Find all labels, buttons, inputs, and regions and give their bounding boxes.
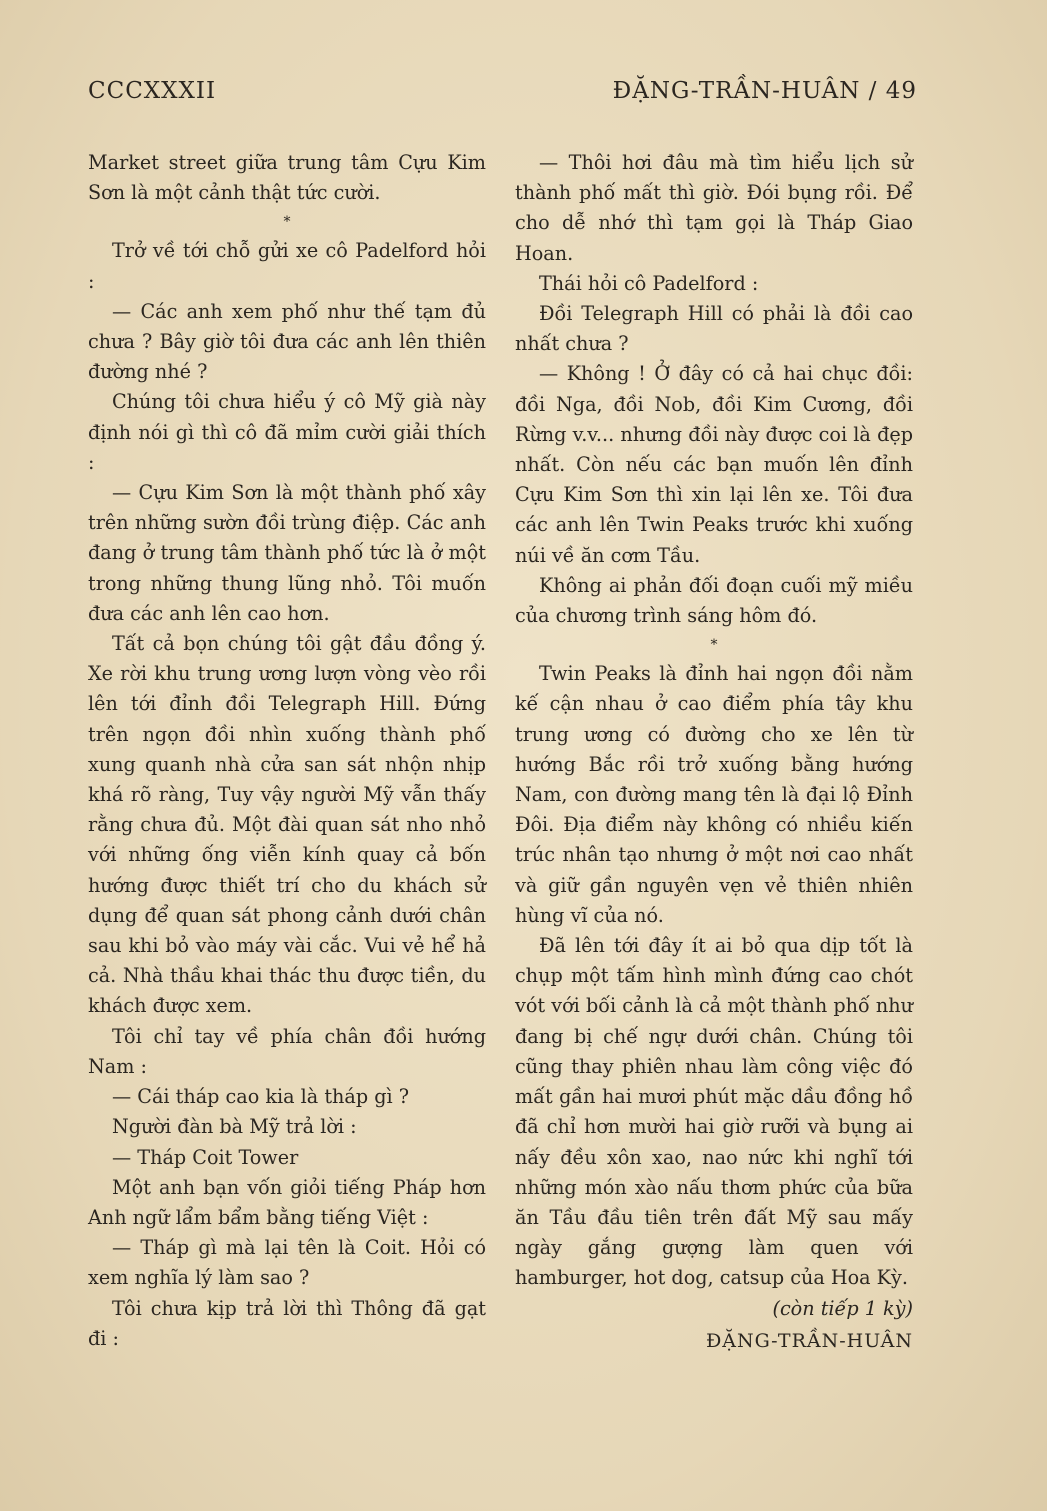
paragraph: Tôi chỉ tay về phía chân đồi hướng Nam : [88,1024,486,1078]
paragraph: Thái hỏi cô Padelford : [539,271,759,295]
author-page-number: ĐẶNG-TRẦN-HUÂN / 49 [612,78,917,104]
paragraph: — Không ! Ở đây có cả hai chục đồi: đồi Nga, đồi Nob, đồi Kim Cương, đồi Rừng v.v... nhưng đồi này được coi là đẹp nhất. Còn nếu các bạn muốn lên đỉnh Cựu Kim Sơn thì xin lại lên xe. Tôi đưa các anh lên Twin Peaks trước khi xuống núi về ăn cơm Tầu. [515,362,913,567]
paragraph: — Tháp gì mà lại tên là Coit. Hỏi có xem nghĩa lý làm sao ? [88,1236,486,1290]
paragraph: Trở về tới chỗ gửi xe cô Padelford hỏi : [88,239,486,293]
paragraph: Market street giữa trung tâm Cựu Kim Sơn là một cảnh thật tức cười. [88,151,486,205]
section-separator: * [283,214,291,231]
paragraph: — Cái tháp cao kia là tháp gì ? [112,1085,410,1109]
paragraph: — Cựu Kim Sơn là một thành phố xây trên những sườn đồi trùng điệp. Các anh đang ở trung tâm thành phố tức là ở một trong những thung lũng nhỏ. Tôi muốn đưa các anh lên cao hơn. [88,481,486,625]
page-number-roman: CCCXXXII [88,78,217,104]
author-signature: ĐẶNG-TRẦN-HUÂN [705,1329,913,1352]
paragraph: Một anh bạn vốn giỏi tiếng Pháp hơn Anh ngữ lẩm bẩm bằng tiếng Việt : [88,1175,486,1229]
continued-note: (còn tiếp 1 kỳ) [772,1296,913,1320]
section-separator: * [710,637,718,654]
paragraph: Người đàn bà Mỹ trả lời : [112,1115,357,1139]
paragraph: Chúng tôi chưa hiểu ý cô Mỹ già này định nói gì thì cô đã mỉm cười giải thích : [88,390,486,474]
page-header [88,78,917,118]
paragraph: Đã lên tới đây ít ai bỏ qua dịp tốt là chụp một tấm hình mình đứng cao chót vót với bối cảnh là cả một thành phố như đang bị chế ngự dưới chân. Chúng tôi cũng thay phiên nhau làm công việc đó mất gần hai mươi phút mặc dầu đồng hồ đã chỉ hơn mười hai giờ rưỡi và bụng ai nấy đều xôn xao, nao nức khi nghĩ tới những món xào nấu thơm phức của bữa ăn Tầu đầu tiên trên đất Mỹ sau mấy ngày gắng gượng làm quen với hamburger, hot dog, catsup của Hoa Kỳ. [515,934,913,1290]
right-column [515,148,913,1356]
paragraph: Đồi Telegraph Hill có phải là đồi cao nhất chưa ? [515,302,913,356]
paragraph: — Các anh xem phố như thế tạm đủ chưa ? Bây giờ tôi đưa các anh lên thiên đường nhé ? [88,299,486,384]
paragraph: Twin Peaks là đỉnh hai ngọn đồi nằm kế cận nhau ở cao điểm phía tây khu trung ương có đường cho xe lên từ hướng Bắc rồi trở xuống bằng hướng Nam, con đường mang tên là đại lộ Đỉnh Đôi. Địa điểm này không có nhiều kiến trúc nhân tạo nhưng ở một nơi cao nhất và giữ gần nguyên vẹn vẻ thiên nhiên hùng vĩ của nó. [515,662,913,927]
paragraph: Tất cả bọn chúng tôi gật đầu đồng ý. Xe rời khu trung ương lượn vòng vèo rồi lên tới đỉnh đồi Telegraph Hill. Đứng trên ngọn đồi nhìn xuống thành phố xung quanh nhà cửa san sát nhộn nhịp khá rõ ràng, Tuy vậy người Mỹ vẫn thấy rằng chưa đủ. Một đài quan sát nho nhỏ với những ống viễn kính quay cả bốn hướng được thiết trí cho du khách sử dụng để quan sát phong cảnh dưới chân sau khi bỏ vào máy vài cắc. Vui vẻ hể hả cả. Nhà thầu khai thác thu được tiền, du khách được xem. [88,632,486,1018]
paragraph: Không ai phản đối đoạn cuối mỹ miều của chương trình sáng hôm đó. [515,573,913,628]
paragraph: — Thôi hơi đâu mà tìm hiểu lịch sử thành phố mất thì giờ. Đói bụng rồi. Để cho dễ nhớ thì tạm gọi là Tháp Giao Hoan. [515,151,913,265]
paragraph: Tôi chưa kịp trả lời thì Thông đã gạt đi : [88,1296,486,1350]
left-column [88,148,486,1354]
paragraph: — Tháp Coit Tower [112,1145,299,1169]
